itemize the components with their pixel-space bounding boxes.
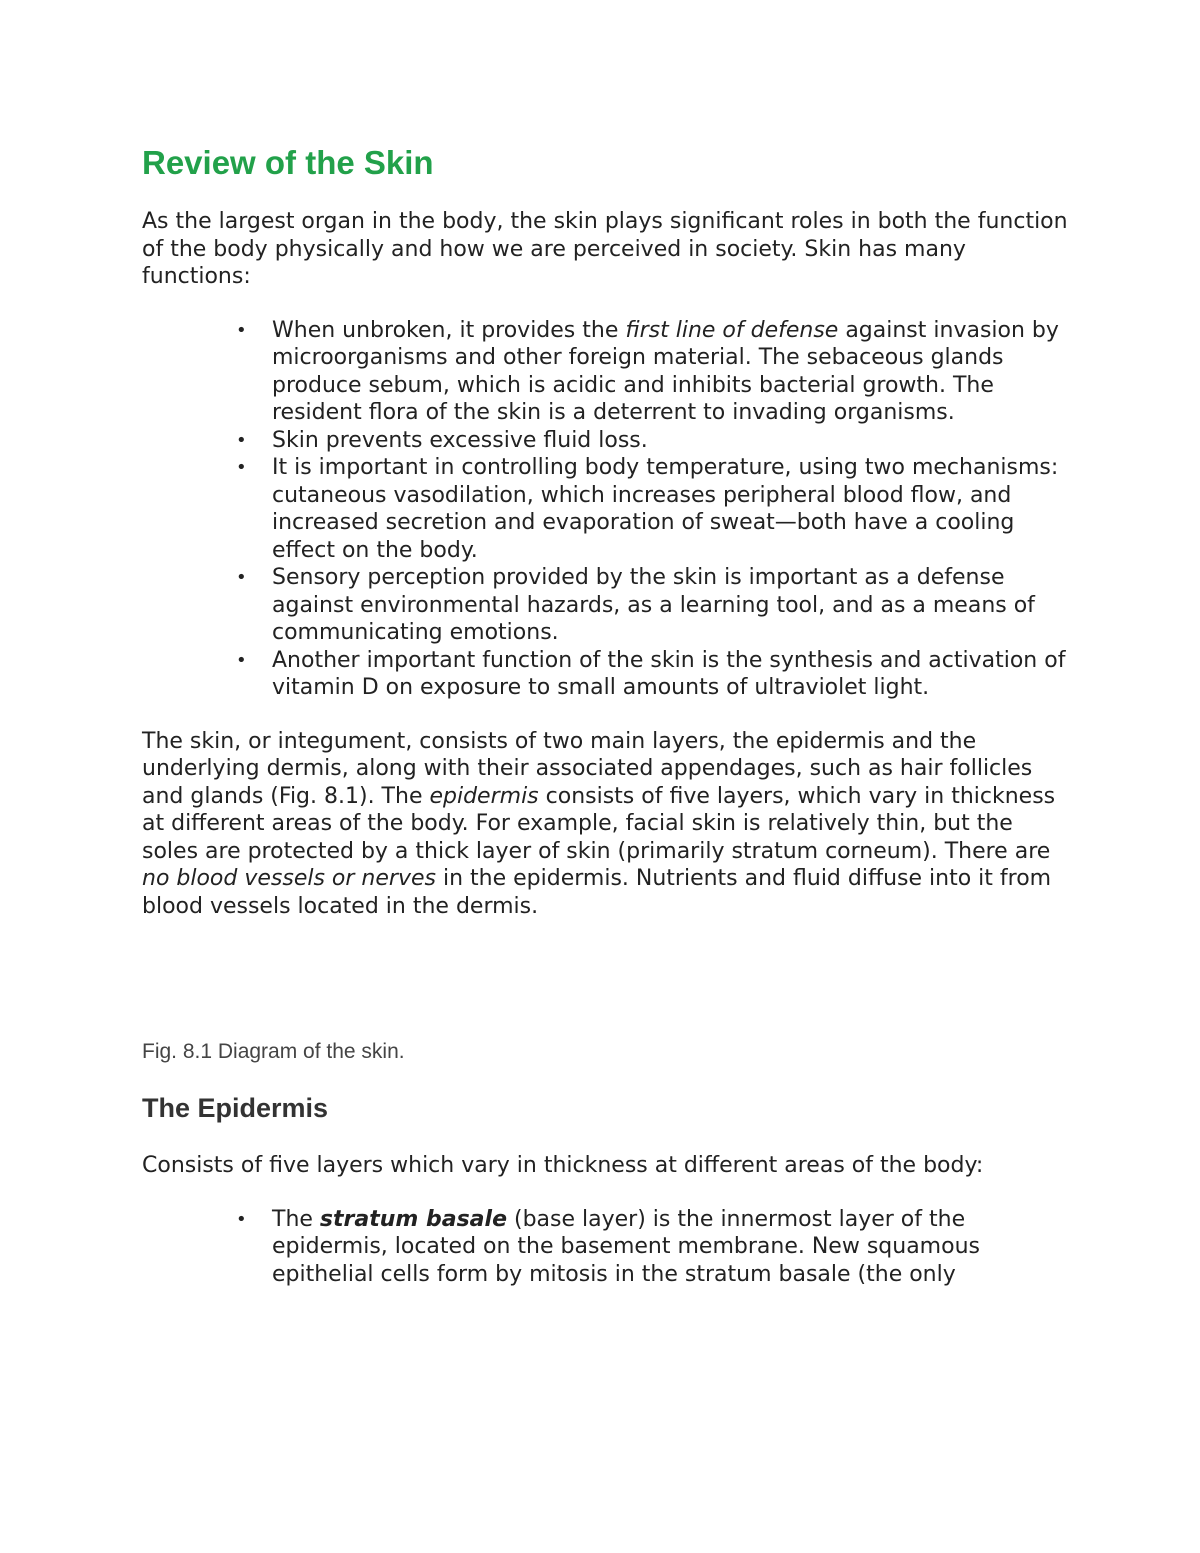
bullet-icon: •: [236, 319, 247, 341]
list-item: [236, 647, 1072, 702]
list-item: [236, 1206, 1072, 1289]
list-item: [236, 454, 1072, 564]
bullet-icon: •: [236, 457, 247, 478]
figure-placeholder: [142, 920, 1072, 1038]
intro-paragraph: As the largest organ in the body, the skin plays significant roles in both the function of the body physically and how we are perceived in society. Skin has many functions:: [142, 209, 1068, 289]
list-item-text: against invasion by microorganisms and other foreign material. The sebaceous glands produce sebum, which is acidic and inhibits bacterial growth. The resident flora of the skin is a deterrent to invading organisms.: [272, 317, 1059, 425]
emphasis-text: no blood vessels or nerves: [142, 866, 436, 891]
bullet-icon: •: [236, 649, 247, 671]
list-item-text: Skin prevents excessive fluid loss.: [272, 427, 648, 453]
list-item-text: When unbroken, it provides the: [272, 317, 626, 343]
section-heading-epidermis: The Epidermis: [142, 1093, 329, 1123]
page-title: Review of the Skin: [142, 144, 434, 181]
epidermis-layers-list: [142, 1206, 1072, 1289]
skin-layers-paragraph: [142, 728, 1072, 921]
list-item: [236, 564, 1072, 647]
emphasis-text: epidermis: [429, 783, 539, 809]
list-item-text: Another important function of the skin is the synthesis and activation of vitamin D on exposure to small amounts of ultraviolet light.: [272, 647, 1066, 700]
emphasis-text: first line of defense: [625, 317, 839, 343]
bullet-icon: •: [236, 567, 247, 588]
paragraph-text: The skin, or integument, consists of two main layers, the epidermis and the underlying dermis, along with their associated appendages, such as hair follicles and glands (Fig. 8.1). The: [142, 728, 1033, 809]
figure-caption: Fig. 8.1 Diagram of the skin.: [142, 1040, 405, 1063]
paragraph-text: in the epidermis. Nutrients and fluid diffuse into it from blood vessels located in the dermis.: [142, 866, 1052, 919]
bullet-icon: •: [236, 429, 247, 451]
skin-functions-list: [142, 317, 1072, 702]
epidermis-intro: Consists of five layers which vary in thickness at different areas of the body:: [142, 1153, 984, 1178]
list-item-text: Sensory perception provided by the skin is important as a defense against environmental hazards, as a learning tool, and as a means of communicating emotions.: [272, 565, 1035, 645]
term-text: stratum basale: [319, 1206, 507, 1232]
list-item-text: (base layer) is the innermost layer of the epidermis, located on the basement membrane. New squamous epithelial cells form by mitosis in the stratum basale (the only: [272, 1206, 980, 1287]
list-item: [236, 317, 1072, 427]
document-page: [142, 140, 1072, 1314]
paragraph-text: consists of five layers, which vary in thickness at different areas of the body. For example, facial skin is relatively thin, but the soles are protected by a thick layer of skin (primarily stratum corneum). There are: [142, 783, 1056, 864]
list-item-text: It is important in controlling body temperature, using two mechanisms: cutaneous vasodilation, which increases peripheral blood flow, and increased secretion and evaporation of sweat—both have a cooling effect on the body.: [272, 455, 1059, 563]
list-item-text: The: [272, 1206, 320, 1232]
list-item: [236, 427, 1072, 455]
bullet-icon: •: [236, 1208, 247, 1230]
